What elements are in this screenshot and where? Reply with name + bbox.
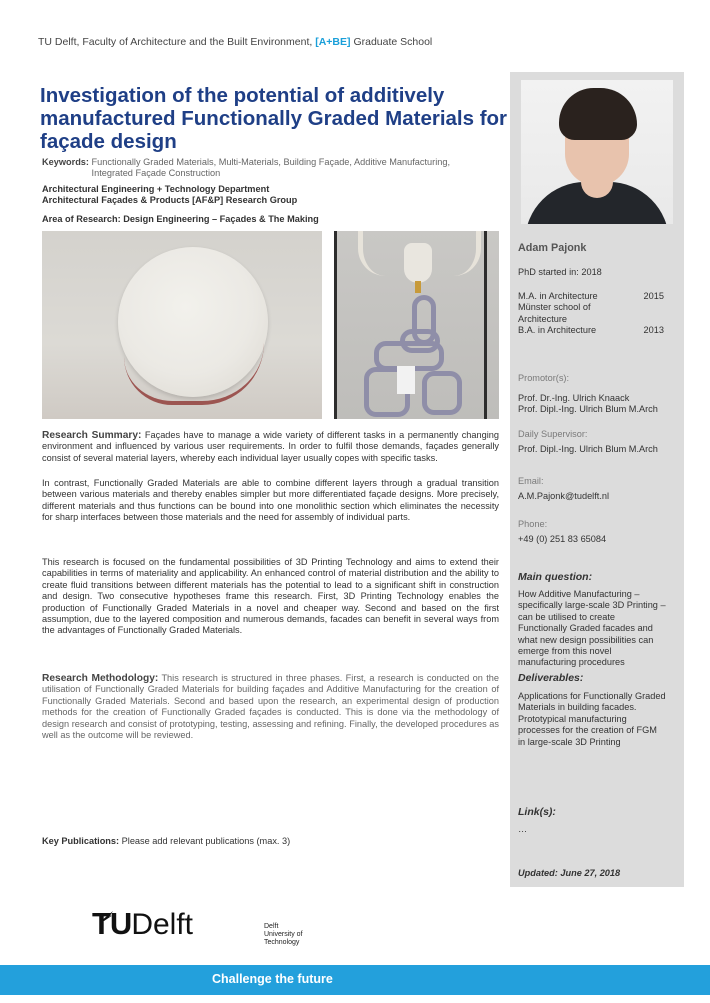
extruded-coil [422,371,462,415]
research-methodology [42,673,499,741]
footer-slogan: Challenge the future [212,972,333,986]
key-publications-text: Please add relevant publications (max. 3) [121,836,291,846]
page-title: Investigation of the potential of additively manufactured Functionally Graded Materials for façade design [40,84,508,153]
degree-name: M.A. in Architecture [518,291,598,301]
glass-disc-photo [42,231,322,419]
email-label: Email: [518,476,544,486]
footer-bar [0,965,710,995]
degree-year: 2015 [643,291,664,301]
logo-subtitle-line: University of [264,931,303,938]
updated-line [518,868,620,879]
main-question-label: Main question: [518,571,593,583]
degree-year: 2013 [643,325,664,336]
frame-line [334,231,337,419]
updated-date: June 27, 2018 [560,868,621,878]
research-summary-text: Façades have to manage a wide variety of different tasks in a permanently changing environment and influenced by various user requirements. In order to fulfil those demands, façades generally consist of several material layers, whereby each individual layer usually copes with specific tasks. [42,430,499,463]
deliverables-text: Applications for Functionally Graded Materials in building facades. Prototypical manufacturing processes for the creation of FGM in large-scale 3D Printing [518,691,666,747]
research-methodology-label: Research Methodology: [42,673,159,684]
paper-tag [397,366,415,394]
header-school-accent: [A+BE] [315,36,351,48]
research-methodology-text: This research is structured in three phases. First, a research is conducted on the utilisation of Functionally Graded Materials for building façades and Additive Manufacturing for the creation of Functionally Graded Materials. Second and based upon the research, an experimental design of production methods for the creation of Functionally Graded façades is conducted. This is done via the methodology of design research and consist of prototyping, testing, assessing and refining. Finally, the developed procedures as well as the outcome will be reviewed. [42,673,499,741]
promotors-list [518,393,658,416]
tu-delft-logo [92,906,303,946]
key-publications [42,836,290,846]
logo-subtitle-line: Delft [264,923,279,930]
researcher-name: Adam Pajonk [518,242,587,254]
header-school-suffix: Graduate School [353,36,433,48]
nozzle-tip [415,281,421,293]
portrait-hair [559,88,637,140]
department-block [42,184,297,205]
disc-red-edge [124,343,264,405]
degree-row [518,325,664,336]
research-group: Architectural Façades & Products [AF&P] Research Group [42,194,298,205]
daily-supervisor: Prof. Dipl.-Ing. Ulrich Blum M.Arch [518,444,658,454]
printer-nozzle [404,243,432,283]
phd-started [518,267,602,278]
department-name: Architectural Engineering + Technology Department [42,184,270,194]
main-question-text: How Additive Manufacturing – specifically large-scale 3D Printing – can be utilised to create Functionally Graded facades and what new design possibilities can emerge from this novel manufacturing procedures [518,589,666,668]
logo-subtitle-line: Technology [264,939,300,946]
degree-row [518,291,664,302]
key-publications-label: Key Publications: [42,836,120,846]
phd-started-year: 2018 [581,267,602,277]
keywords-text: Functionally Graded Materials, Multi-Materials, Building Façade, Additive Manufacturing, Integrated Façade Construction [91,157,451,178]
links-label: Link(s): [518,806,556,818]
research-summary-p1 [42,430,499,464]
frame-line [484,231,487,419]
header-school-line [38,36,432,48]
research-summary-label: Research Summary: [42,430,142,441]
logo-delft-text: Delft [131,908,194,941]
3d-printer-photo [334,231,499,419]
updated-label: Updated: [518,868,558,878]
header-school-prefix: TU Delft, Faculty of Architecture and the Built Environment, [38,36,313,48]
phd-started-label: PhD started in: [518,267,579,277]
logo-tu-text: TU [92,906,132,941]
promotor-name: Prof. Dipl.-Ing. Ulrich Blum M.Arch [518,404,658,415]
research-summary-p3: This research is focused on the fundamental possibilities of 3D Printing Technology and aims to extend their capabilities in terms of materiality and applicability. An enhanced control of material distribution and the ability to create fluid transitions between different materials has the potential to lead to a significant shift in construction and design. Two consecutive hypotheses frame this research. First, 3D Printing Technology enables the production of Functionally Graded Materials in a novel and cheaper way. Second and based on the first assumption, due to the layered composition and numerous demands, facades can benefit in several ways from the advantages of Functionally Graded Materials. [42,557,499,636]
promotors-label: Promotor(s): [518,373,570,383]
degree-name: Münster school of Architecture [518,302,591,324]
degrees-list [518,291,664,337]
email-link[interactable]: A.M.Pajonk@tudelft.nl [518,491,610,501]
keywords-label: Keywords: [42,157,89,167]
phone-label: Phone: [518,519,548,529]
logo-subtitle [264,923,334,947]
daily-supervisor-label: Daily Supervisor: [518,429,588,439]
promotor-name: Prof. Dr.-Ing. Ulrich Knaack [518,393,630,403]
deliverables-label: Deliverables: [518,672,584,684]
keywords [42,157,512,179]
degree-row [518,302,664,325]
research-summary-p2: In contrast, Functionally Graded Materials are able to combine different layers through a gradual transition between various materials and thereby enables simpler but more differentiated façade designs. More precisely, different materials and thus functions can be bound into one monolithic section which eliminates the necessity for sharp interfaces between those materials and the need for assembly of individual parts. [42,478,499,523]
supply-tube [426,231,481,276]
degree-name: B.A. in Architecture [518,325,597,336]
phone-number: +49 (0) 251 83 65084 [518,534,607,544]
portrait-photo [521,80,673,224]
links-text: … [518,824,528,834]
area-of-research: Area of Research: Design Engineering – Façades & The Making [42,214,319,224]
